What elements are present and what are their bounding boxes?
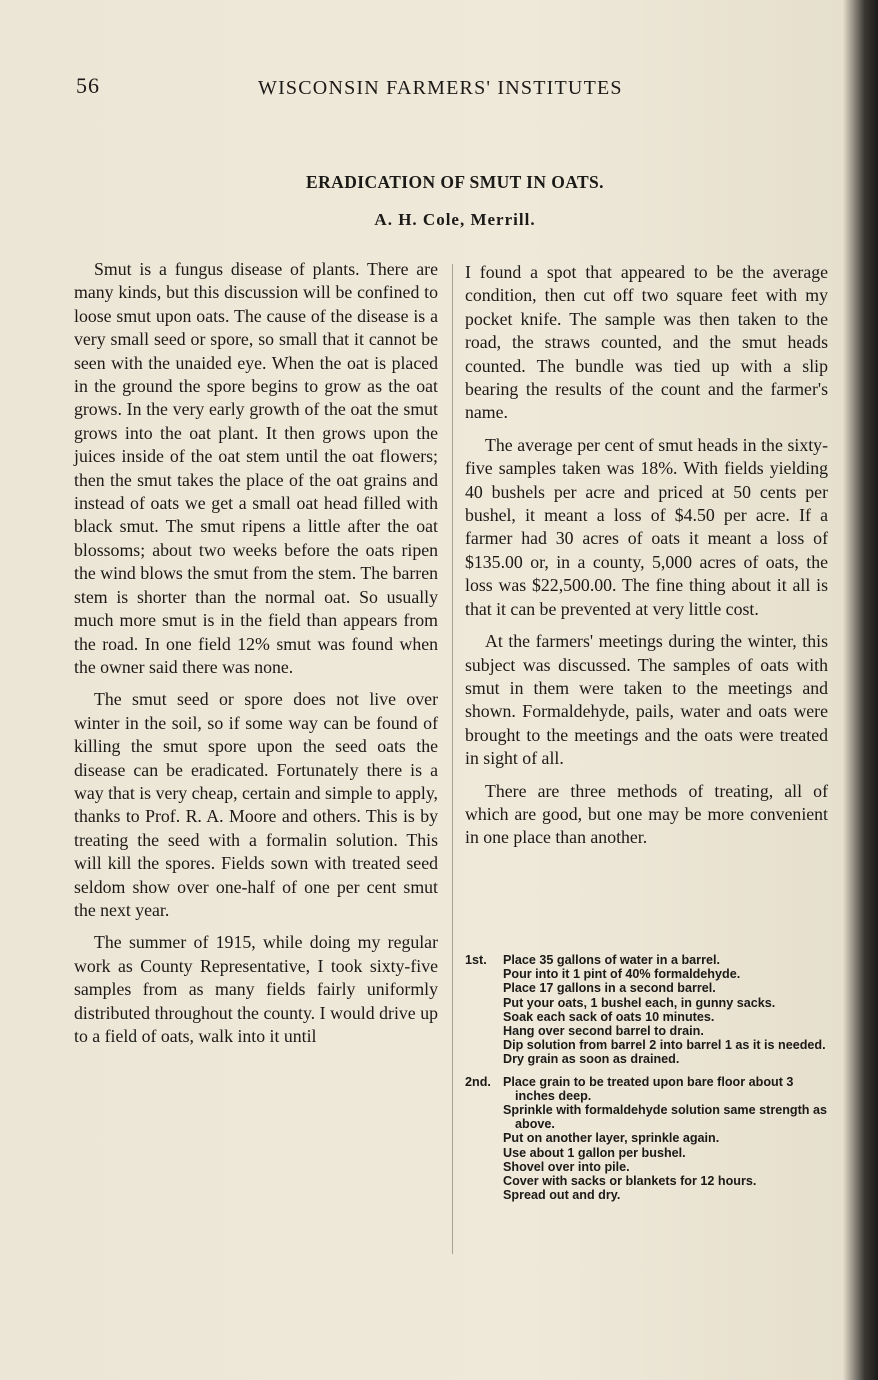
treatment-methods (465, 953, 830, 1210)
method-second (465, 1075, 830, 1203)
method-steps (503, 953, 830, 1067)
article-byline: A. H. Cole, Merrill. (374, 210, 536, 229)
paragraph: The smut seed or spore does not live over winter in the soil, so if some way can be found of killing the smut spore upon the seed oats the disease can be eradicated. Fortunately there is a way that is very cheap, certain and simple to apply, thanks to Prof. R. A. Moore and others. This is by treating the seed with a formalin solution. This will kill the spores. Fields sown with treated seed seldom show over one-half of one per cent smut the next year. (74, 689, 438, 920)
paragraph: The summer of 1915, while doing my regular work as County Representative, I took sixty-five samples from as many fields fairly uniformly distributed throughout the county. I would drive up to a field of oats, walk into it until (74, 932, 438, 1046)
article-title: ERADICATION OF SMUT IN OATS. (306, 172, 604, 192)
method-step: Put your oats, 1 bushel each, in gunny sacks. (503, 995, 776, 1010)
page-number: 56 (76, 73, 100, 98)
method-steps (503, 1075, 830, 1203)
method-first (465, 953, 830, 1067)
right-column (465, 261, 828, 850)
method-step: Sprinkle with formaldehyde solution same strength as above. (503, 1103, 828, 1132)
method-step: Dip solution from barrel 2 into barrel 1 as it is needed. (503, 1038, 826, 1053)
left-column (74, 258, 438, 1048)
method-step: Place 35 gallons of water in a barrel. (503, 953, 720, 967)
method-step: Spread out and dry. (503, 1188, 621, 1203)
paragraph: There are three methods of treating, all of which are good, but one may be more convenient in one place than another. (465, 780, 828, 848)
method-step: Cover with sacks or blankets for 12 hours. (503, 1174, 757, 1189)
method-number: 1st. (465, 953, 487, 967)
method-step: Use about 1 gallon per bushel. (503, 1145, 686, 1160)
paragraph: I found a spot that appeared to be the average condition, then cut off two square feet with my pocket knife. The sample was then taken to the road, the straws counted, and the smut heads counted. The bundle was tied up with a slip bearing the results of the count and the farmer's name. (465, 262, 828, 423)
method-step: Place grain to be treated upon bare floor about 3 inches deep. (503, 1074, 794, 1103)
method-step: Shovel over into pile. (503, 1159, 630, 1174)
method-step: Place 17 gallons in a second barrel. (503, 981, 716, 996)
method-step: Pour into it 1 pint of 40% formaldehyde. (503, 967, 741, 982)
method-step: Soak each sack of oats 10 minutes. (503, 1009, 715, 1024)
method-step: Dry grain as soon as drained. (503, 1052, 680, 1067)
method-step: Hang over second barrel to drain. (503, 1024, 704, 1039)
paragraph: Smut is a fungus disease of plants. There are many kinds, but this discussion will be confined to loose smut upon oats. The cause of the disease is a very small seed or spore, so small that it cannot be seen with the unaided eye. When the oat is placed in the ground the spore begins to grow as the oat grows. In the very early growth of the oat the smut grows into the oat plant. It then grows upon the juices inside of the oat stem until the oat flowers; then the smut takes the place of the oat grains and instead of oats we get a small oat head filled with black smut. The smut ripens a little after the oat blossoms; about two weeks before the oats ripen the wind blows the smut from the stem. The barren stem is shorter than the normal oat. So usually much more smut is in the field than appears from the road. In one field 12% smut was found when the owner said there was none. (74, 259, 438, 677)
paragraph: The average per cent of smut heads in the sixty-five samples taken was 18%. With fields yielding 40 bushels per acre and priced at 50 cents per bushel, it meant a loss of $4.50 per acre. If a farmer had 30 acres of oats it meant a loss of $135.00 or, in a county, 5,000 acres of oats, the loss was $22,500.00. The fine thing about it all is that it can be prevented at very little cost. (465, 434, 828, 619)
method-number: 2nd. (465, 1074, 491, 1089)
paragraph: At the farmers' meetings during the winter, this subject was discussed. The samples of oats with smut in them were taken to the meetings and shown. Formaldehyde, pails, water and oats were brought to the meetings and the oats were treated in sight of all. (465, 631, 828, 769)
column-divider (452, 264, 453, 1254)
running-head: WISCONSIN FARMERS' INSTITUTES (258, 77, 623, 99)
method-step: Put on another layer, sprinkle again. (503, 1131, 720, 1146)
